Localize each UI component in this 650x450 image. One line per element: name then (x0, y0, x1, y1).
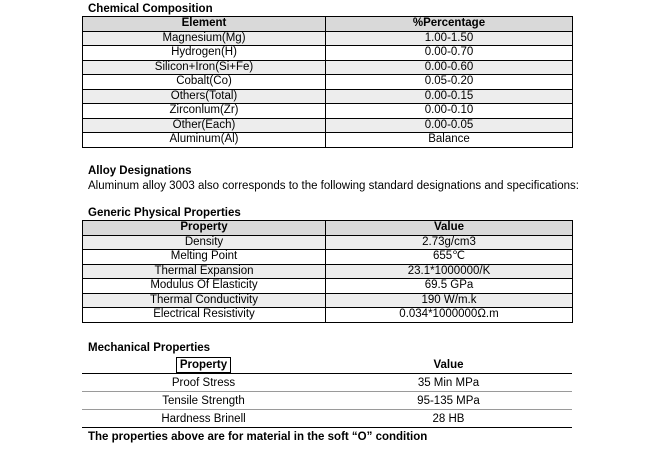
property-cell: Tensile Strength (162, 394, 245, 407)
value-cell: 190 W/m.k (326, 293, 573, 308)
percentage-cell: 0.00-0.15 (326, 89, 573, 104)
property-cell: Electrical Resistivity (83, 308, 326, 323)
property-cell: Density (83, 235, 326, 250)
element-cell: Other(Each) (83, 118, 326, 133)
element-cell: Magnesium(Mg) (83, 31, 326, 46)
column-header: %Percentage (326, 17, 573, 32)
table-row (82, 392, 572, 410)
table-row (83, 89, 573, 104)
property-cell: Melting Point (83, 250, 326, 265)
percentage-cell: 0.05-0.20 (326, 75, 573, 90)
element-cell: Others(Total) (83, 89, 326, 104)
condition-footnote: The properties above are for material in the soft “O” condition (88, 431, 428, 443)
table-row (82, 410, 572, 428)
value-cell: 23.1*1000000/K (326, 264, 573, 279)
column-header: Property (83, 221, 326, 236)
chemical-composition-table (82, 16, 573, 148)
property-cell: Proof Stress (171, 376, 236, 389)
element-cell: Silicon+Iron(Si+Fe) (83, 60, 326, 75)
property-cell: Thermal Expansion (83, 264, 326, 279)
percentage-cell: 0.00-0.60 (326, 60, 573, 75)
property-cell: Hardness Brinell (161, 412, 246, 425)
table-row (83, 75, 573, 90)
table-row (83, 279, 573, 294)
table-header-row (83, 221, 573, 236)
mechanical-properties-table (82, 356, 572, 428)
property-header-label: Property (176, 357, 231, 373)
table-header-row (83, 17, 573, 32)
value-cell: 655℃ (326, 250, 573, 265)
percentage-cell: 0.00-0.10 (326, 104, 573, 119)
table-row (83, 293, 573, 308)
value-cell: 28 HB (432, 412, 465, 425)
element-cell: Hydrogen(H) (83, 46, 326, 61)
value-cell: 95-135 MPa (417, 394, 480, 407)
mechanical-properties-title: Mechanical Properties (88, 342, 211, 354)
value-cell: 69.5 GPa (326, 279, 573, 294)
table-row (83, 308, 573, 323)
table-row (83, 133, 573, 148)
element-cell: Zirconlum(Zr) (83, 104, 326, 119)
physical-properties-table (82, 220, 573, 323)
table-row (83, 118, 573, 133)
table-row (83, 235, 573, 250)
value-cell: 35 Min MPa (417, 376, 480, 389)
property-cell: Thermal Conductivity (83, 293, 326, 308)
percentage-cell: Balance (326, 133, 573, 148)
table-row (83, 46, 573, 61)
table-header-row (82, 356, 572, 374)
table-row (83, 31, 573, 46)
physical-properties-title: Generic Physical Properties (88, 207, 241, 219)
value-cell: 0.034*1000000Ω.m (326, 308, 573, 323)
property-cell: Modulus Of Elasticity (83, 279, 326, 294)
table-row (83, 250, 573, 265)
percentage-cell: 0.00-0.70 (326, 46, 573, 61)
table-row (83, 60, 573, 75)
table-row (83, 264, 573, 279)
element-cell: Aluminum(Al) (83, 133, 326, 148)
table-row (83, 104, 573, 119)
column-header: Value (325, 356, 572, 374)
alloy-designations-text: Aluminum alloy 3003 also corresponds to the following standard designations and specifications: (88, 180, 579, 192)
element-cell: Cobalt(Co) (83, 75, 326, 90)
chemical-composition-title: Chemical Composition (88, 3, 213, 15)
column-header: Value (326, 221, 573, 236)
percentage-cell: 0.00-0.05 (326, 118, 573, 133)
value-cell: 2.73g/cm3 (326, 235, 573, 250)
alloy-designations-title: Alloy Designations (88, 165, 192, 177)
column-header (82, 356, 325, 374)
column-header: Element (83, 17, 326, 32)
percentage-cell: 1.00-1.50 (326, 31, 573, 46)
table-row (82, 374, 572, 392)
